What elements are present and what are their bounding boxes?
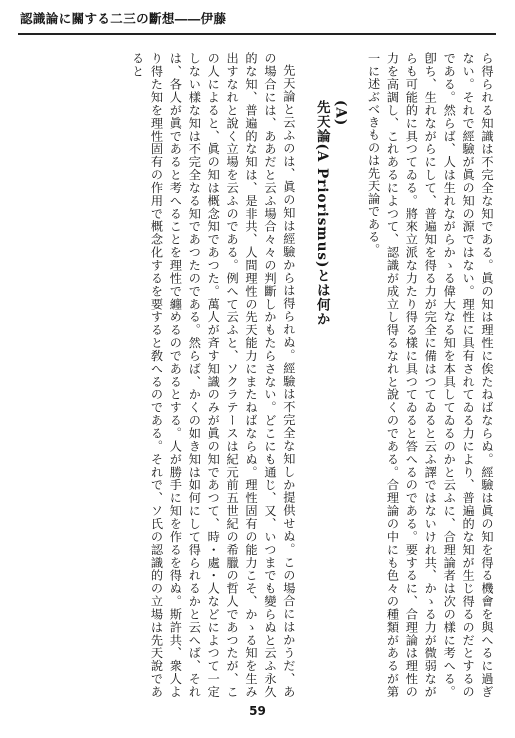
running-head: 認識論に關する二三の斷想――伊藤	[20, 11, 227, 26]
section-heading-title: 先天論(A Priorismus)とは何か	[313, 100, 330, 327]
section-heading	[312, 52, 350, 698]
page-number: 59	[249, 704, 266, 718]
paragraph-apriorism: 先天論と云ふのは、眞の知は經驗からは得られぬ。經驗は不完全な知しか提供せぬ。この場合にはかうだ、あの場合には、ああだと云ふ場合々々の判斷しかもたらさない。どこにも通じ、又、いつまでも變らぬと云ふ永久的な知、普遍的な知は、是非共、人間理性の先天能力にまたねばならぬ。理性固有の能力こそ、かゝる知を生み出すなれと說く立場を云ふのである。例へて云ふと、ソクラテースは紀元前五世紀の希臘の哲人であつたが、この人によると、眞の知は概念知であつた。萬人が斉す知識のみが眞の知であつて、時・處・人などによつて一定しない樣な知は不完全なる知であつたのである。然らば、かくの如き知は如何にして得られるかと云へば、それは、各人が眞であると考へることを理性で纏めるのであるとする。人が勝手に知を作るを得ぬ。斯許共、衆人より得た知を理性固有の作用で概念化するを要すると敎へるのである。それで、ソ氏の認識的の立場は先天說であると	[130, 52, 296, 698]
paragraph-rationalism: ら得られる知識は不完全な知である。眞の知は理性に俟たねばならぬ。經驗は眞の知を得る機會を與へるに過ぎない。それで經驗が眞の知の源ではない。理性に具有されてゐる力により、普遍的な知が生じ得るのだとするのである。然らば、人は生れながらかゝる偉大なる知を本具してゐるのかと云ふに、合理論者は次の樣に考へる。卽ち、生れながらにして、普遍知を得る力が完全に備はつてゐると云ふ譯ではないけれ共、かゝる力が微弱ながらも可能的に具つてゐる。將來立派な力たり得る樣に具つてゐると答へるのである。要するに、合理論は理性の力を高調し、これあるによつて、認識が成立し得るなれと說くのである。合理論の中にも色々の種類があるが第一に述ぶべきものは先天論である。	[366, 52, 494, 698]
header-rule	[18, 33, 496, 35]
section-heading-mark: (A)	[332, 100, 349, 127]
body-text	[22, 52, 496, 698]
